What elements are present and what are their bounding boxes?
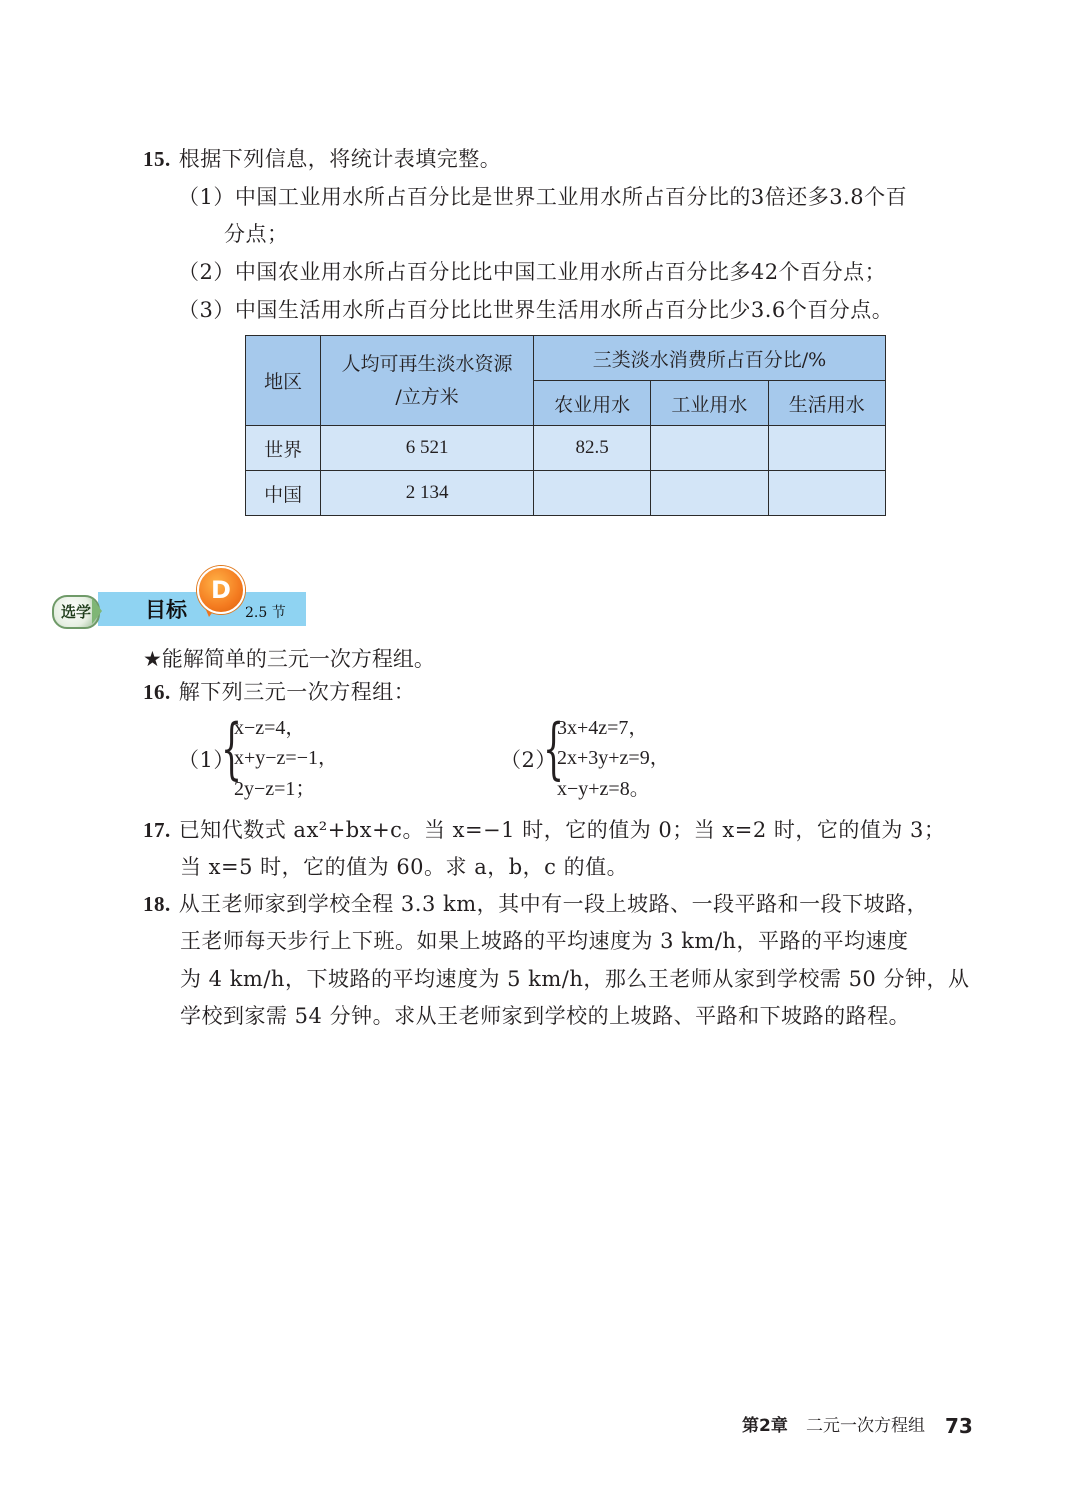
cell-industry [651,471,768,516]
water-statistics-table [245,335,886,516]
sys1-eq2: x+y−z=−1， [234,747,338,769]
header-per-capita-line1: 人均可再生淡水资源 [341,352,513,375]
cell-per-capita: 6 521 [321,426,534,471]
header-region: 地区 [246,336,321,426]
header-per-capita-line2: /立方米 [395,385,459,408]
q18-line2: 王老师每天步行上下班。如果上坡路的平均速度为 3 km/h，平路的平均速度 [180,929,909,953]
q17-number: 17. [143,818,171,842]
brace-icon: { [221,710,242,787]
q16-stem-line [143,678,415,706]
q16-stem: 解下列三元一次方程组： [178,680,416,704]
select-arrow-icon [92,598,102,624]
cell-region: 世界 [246,426,321,471]
q16-label2: （2） [500,748,557,772]
sys2-eq3: x−y+z=8。 [557,778,650,800]
table-row [246,471,886,516]
q15-item2: （2）中国农业用水所占百分比比中国工业用水所占百分比多42个百分点； [178,260,887,284]
objective-text: ★能解简单的三元一次方程组。 [143,647,435,671]
brace-icon: { [543,710,564,787]
goal-label: 目标 [145,598,187,622]
chapter-title: 二元一次方程组 [806,1416,925,1436]
sys1-eq1: x−z=4， [234,717,306,739]
header-per-capita [321,336,534,426]
q18-line4: 学校到家需 54 分钟。求从王老师家到学校的上坡路、平路和下坡路的路程。 [180,1004,911,1028]
cell-region: 中国 [246,471,321,516]
cell-domestic [768,426,885,471]
page-number: 73 [945,1414,973,1438]
sys2-eq2: 2x+3y+z=9， [557,747,670,769]
q15-item1-line2: 分点； [224,222,289,246]
cell-agri [533,471,650,516]
q15-stem-line [143,145,501,173]
q15-item3: （3）中国生活用水所占百分比比世界生活用水所占百分比少3.6个百分点。 [178,298,894,322]
q18-number: 18. [143,892,171,916]
q18-line1 [143,890,928,918]
select-study-badge: 选学 [52,595,100,629]
sys1-eq3: 2y−z=1； [234,778,316,800]
q16-label1: （1） [178,748,235,772]
q17-text1: 已知代数式 ax²+bx+c。当 x=−1 时，它的值为 0；当 x=2 时，它的值为 3； [178,818,946,842]
chapter-number: 第2章 [742,1416,788,1436]
cell-agri: 82.5 [533,426,650,471]
sys2-eq1: 3x+4z=7， [557,717,649,739]
header-domestic: 生活用水 [768,381,885,426]
q15-number: 15. [143,147,171,171]
table-row [246,426,886,471]
q18-line3: 为 4 km/h，下坡路的平均速度为 5 km/h，那么王老师从家到学校需 50 分钟，从 [180,967,970,991]
section-reference: 2.5 节 [245,605,286,621]
q17-line1 [143,816,945,844]
q16-number: 16. [143,680,171,704]
cell-industry [651,426,768,471]
q17-line2: 当 x=5 时，它的值为 60。求 a，b，c 的值。 [180,855,629,879]
cell-per-capita: 2 134 [321,471,534,516]
header-industry: 工业用水 [651,381,768,426]
cell-domestic [768,471,885,516]
header-consumption: 三类淡水消费所占百分比/% [533,336,885,381]
q15-item1-line1: （1）中国工业用水所占百分比是世界工业用水所占百分比的3倍还多3.8个百 [178,185,908,209]
q15-stem: 根据下列信息，将统计表填完整。 [178,147,502,171]
q18-text1: 从王老师家到学校全程 3.3 km，其中有一段上坡路、一段平路和一段下坡路， [178,892,929,916]
header-agri: 农业用水 [533,381,650,426]
goal-level-badge: D [197,566,245,614]
